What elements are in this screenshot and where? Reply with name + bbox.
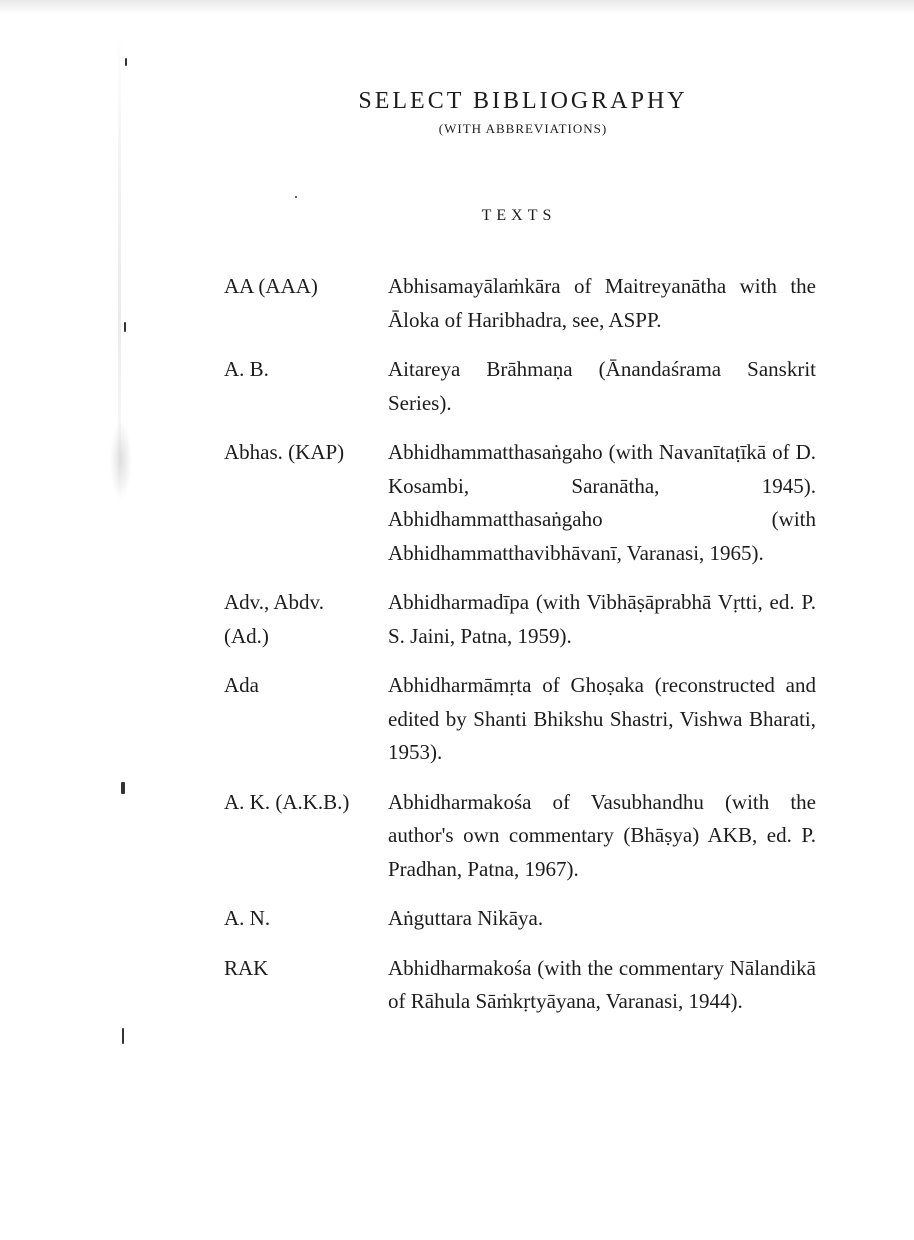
- bibliography-entry: [224, 353, 824, 420]
- entry-abbreviation: A. N.: [224, 906, 271, 930]
- entry-description: Aitareya Brāhmaṇa (Ānandaśrama Sanskrit Series).: [388, 357, 816, 415]
- entry-abbreviation: Abhas. (KAP): [224, 440, 345, 464]
- scan-smudge: [110, 420, 132, 500]
- entry-description: Abhidharmakośa of Vasubhandhu (with the author's own commentary (Bhāṣya) AKB, ed. P. Pradhan, Patna, 1967).: [388, 789, 816, 881]
- page-title: SELECT BIBLIOGRAPHY: [358, 88, 688, 114]
- entry-abbreviation: Ada: [224, 673, 259, 697]
- entry-abbreviation: A. K. (A.K.B.): [224, 789, 350, 814]
- scan-speck: [122, 1028, 124, 1044]
- scan-speck: [295, 196, 297, 198]
- entry-abbreviation: AA (AAA): [224, 274, 318, 298]
- entry-description: Abhidhammatthasaṅgaho (with Navanītaṭīkā of D. Kosambi, Saranātha, 1945). Abhidhammatthasaṅgaho (with Abhidhammatthavibhāvanī, Varanasi, 1965).: [388, 440, 816, 565]
- bibliography-entry: [224, 436, 824, 570]
- bibliography-entry: [224, 952, 824, 1019]
- bibliography-entry: [224, 786, 824, 887]
- scan-speck: [121, 782, 125, 794]
- entry-abbreviation: Adv., Abdv. (Ad.): [224, 590, 324, 648]
- entry-description: Aṅguttara Nikāya.: [388, 906, 544, 930]
- scan-edge-top: [0, 0, 914, 14]
- bibliography-entry: [224, 902, 824, 936]
- scan-speck: [125, 58, 127, 66]
- entry-description: Abhidharmadīpa (with Vibhāṣāprabhā Vṛtti, ed. P. S. Jaini, Patna, 1959).: [388, 590, 816, 648]
- section-heading: TEXTS: [481, 207, 557, 224]
- bibliography-entry: [224, 669, 824, 770]
- entry-description: Abhidharmakośa (with the commentary Nālandikā of Rāhula Sāṁkṛtyāyana, Varanasi, 1944).: [388, 955, 816, 1013]
- entry-abbreviation: A. B.: [224, 357, 269, 381]
- entry-description: Abhidharmāmṛta of Ghoṣaka (reconstructed and edited by Shanti Bhikshu Shastri, Vishwa Bharati, 1953).: [388, 673, 816, 764]
- entry-abbreviation: RAK: [224, 955, 269, 980]
- scan-speck: [124, 322, 126, 332]
- entry-description: Abhisamayālaṁkāra of Maitreyanātha with the Āloka of Haribhadra, see, ASPP.: [388, 274, 816, 332]
- page-subtitle: (WITH ABBREVIATIONS): [438, 121, 608, 136]
- bibliography-entry: [224, 586, 824, 653]
- bibliography-list: [224, 270, 824, 1035]
- bibliography-entry: [224, 270, 824, 337]
